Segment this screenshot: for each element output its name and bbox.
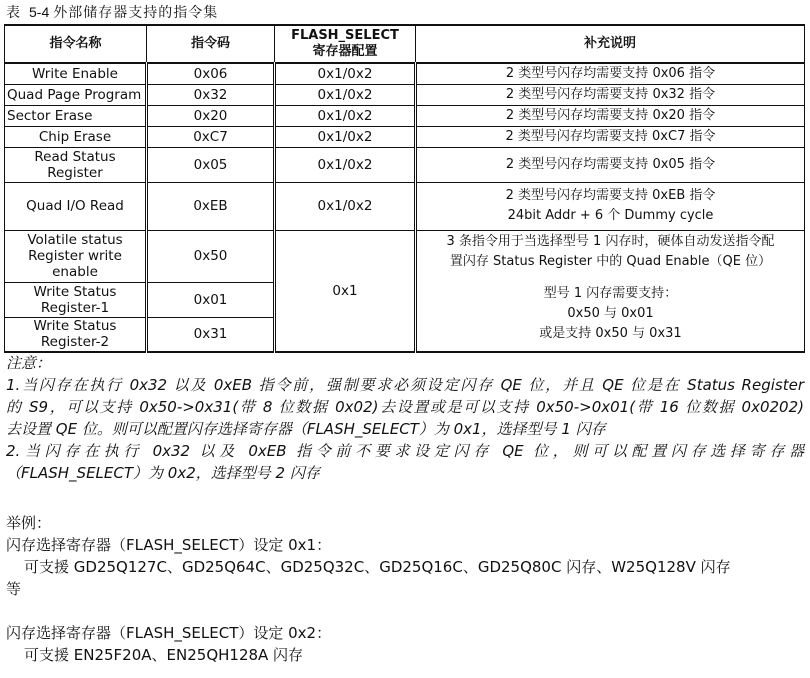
cell-note: 2 类型号闪存均需要支持 0x32 指令 [416, 84, 805, 105]
table-row [5, 147, 805, 182]
cell-note: 2 类型号闪存均需要支持 0x05 指令 [416, 147, 805, 182]
cell-note: 2 类型号闪存均需要支持 0xC7 指令 [416, 126, 805, 147]
cell-select-merged: 0x1 [275, 230, 416, 352]
cell-code: 0x31 [147, 317, 275, 352]
cell-select: 0x1/0x2 [275, 63, 416, 84]
cell-name: Quad I/O Read [5, 182, 147, 230]
table-row [5, 63, 805, 84]
cell-name: Quad Page Program [5, 84, 147, 105]
example-case2-title: 闪存选择寄存器（FLASH_SELECT）设定 0x2： [6, 624, 332, 642]
cell-name-line: Read Status [34, 148, 116, 165]
instruction-table [4, 24, 805, 353]
caption-label: 表 [6, 5, 21, 21]
cell-select: 0x1/0x2 [275, 147, 416, 182]
cell-name [5, 317, 147, 352]
cell-note [416, 182, 805, 230]
table-row [5, 230, 805, 282]
notes-section [6, 352, 804, 484]
caption-title: 外部储存器支持的指令集 [53, 5, 219, 21]
example-section [6, 512, 804, 666]
cell-note-line: 2 类型号闪存均需要支持 0xEB 指令 [505, 188, 716, 203]
table-row [5, 182, 805, 230]
cell-code: 0x32 [147, 84, 275, 105]
notes-line: 2.当闪存在执行 0x32 以及 0xEB 指令前不要求设定闪存 QE 位，则可以配置闪存选择寄存器 [6, 442, 804, 460]
cell-select: 0x1/0x2 [275, 126, 416, 147]
cell-select: 0x1/0x2 [275, 182, 416, 230]
cell-code: 0xC7 [147, 126, 275, 147]
cell-name-line: Register-2 [40, 334, 110, 351]
cell-name-line: Register write [28, 248, 122, 264]
table-header-row [5, 25, 805, 63]
caption-number: 5-4 [29, 4, 50, 20]
cell-name-line: Register-1 [40, 299, 110, 316]
table-row [5, 126, 805, 147]
header-flash-select-line2: 寄存器配置 [312, 44, 378, 59]
notes-title: 注意： [6, 354, 52, 372]
cell-note-line: 24bit Addr + 6 个 Dummy cycle [507, 208, 714, 223]
cell-note: 2 类型号闪存均需要支持 0x06 指令 [416, 63, 805, 84]
cell-name-line: enable [52, 264, 98, 280]
notes-line: 的 S9，可以支持 0x50->0x31(带 8 位数据 0x02)去设置或是可以支持 0x50->0x01(带 16 位数据 0x0202) [6, 398, 804, 416]
header-flash-select [275, 25, 416, 63]
example-case1-line: 等 [6, 580, 22, 598]
notes-line: 去设置 QE 位。则可以配置闪存选择寄存器（FLASH_SELECT）为 0x1，选择型号 1 闪存 [6, 420, 606, 438]
cell-code: 0x05 [147, 147, 275, 182]
notes-line: （FLASH_SELECT）为 0x2，选择型号 2 闪存 [6, 464, 320, 482]
merged-note-line: 或是支持 0x50 与 0x31 [539, 325, 682, 341]
cell-code: 0x01 [147, 282, 275, 317]
table-row [5, 105, 805, 126]
cell-select: 0x1/0x2 [275, 84, 416, 105]
header-name: 指令名称 [5, 25, 147, 63]
example-case2-line: 可支援 EN25F20A、EN25QH128A 闪存 [24, 646, 304, 664]
merged-note-line: 型号 1 闪存需要支持： [543, 285, 678, 301]
cell-name [5, 147, 147, 182]
cell-name: Sector Erase [5, 105, 147, 126]
notes-line: 1.当闪存在执行 0x32 以及 0xEB 指令前，强制要求必须设定闪存 QE 位，并且 QE 位是在 Status Register [6, 376, 804, 394]
cell-name-line: Write Status [33, 283, 117, 300]
cell-note-merged [416, 230, 805, 352]
example-case1-title: 闪存选择寄存器（FLASH_SELECT）设定 0x1： [6, 536, 332, 554]
cell-select: 0x1/0x2 [275, 105, 416, 126]
spacer [6, 600, 804, 622]
cell-code: 0x06 [147, 63, 275, 84]
header-notes: 补充说明 [416, 25, 805, 63]
cell-name: Write Enable [5, 63, 147, 84]
cell-name [5, 282, 147, 317]
table-caption [6, 2, 218, 22]
example-title: 举例： [6, 514, 52, 532]
merged-note-line: 3 条指令用于当选择型号 1 闪存时，硬体自动发送指令配 [446, 233, 775, 249]
cell-note: 2 类型号闪存均需要支持 0x20 指令 [416, 105, 805, 126]
header-flash-select-line1: FLASH_SELECT [291, 28, 399, 43]
cell-name-line: Register [47, 164, 103, 181]
cell-code: 0x50 [147, 230, 275, 282]
cell-code: 0xEB [147, 182, 275, 230]
cell-name [5, 230, 147, 282]
merged-note-line: 置闪存 Status Register 中的 Quad Enable（QE 位） [449, 253, 772, 269]
merged-note-line: 0x50 与 0x01 [567, 305, 654, 321]
cell-code: 0x20 [147, 105, 275, 126]
example-case1-line: 可支援 GD25Q127C、GD25Q64C、GD25Q32C、GD25Q16C、GD25Q80C 闪存、W25Q128V 闪存 [24, 558, 731, 576]
table-row [5, 84, 805, 105]
header-code: 指令码 [147, 25, 275, 63]
cell-name-line: Volatile status [27, 232, 123, 248]
cell-name-line: Write Status [33, 318, 117, 335]
cell-name: Chip Erase [5, 126, 147, 147]
